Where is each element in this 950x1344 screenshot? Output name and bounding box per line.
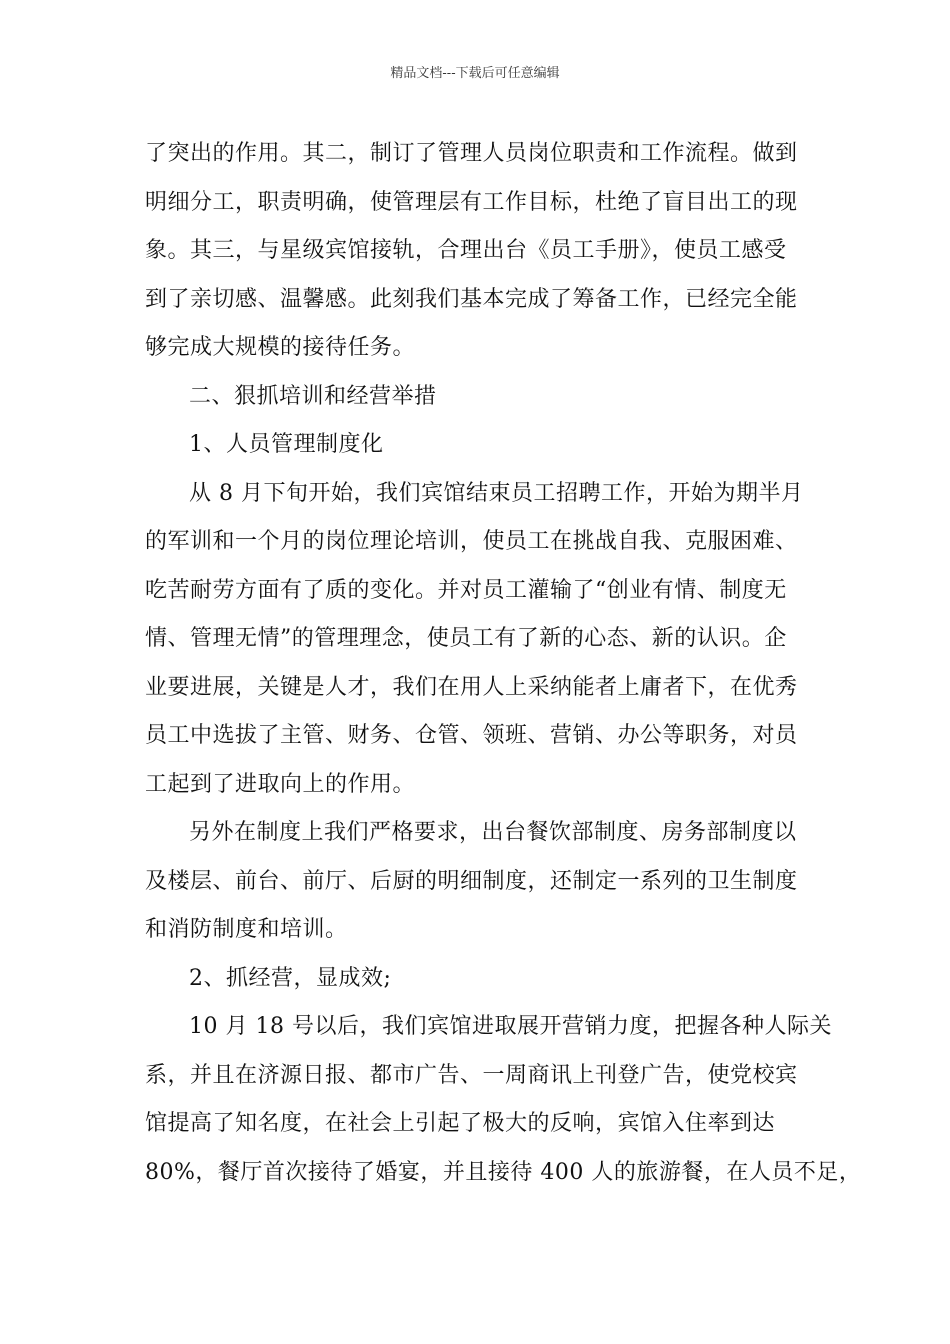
text-line: 工起到了进取向上的作用。 (145, 771, 416, 797)
text-line: 吃苦耐劳方面有了质的变化。并对员工灌输了“创业有情、制度无 (145, 577, 787, 603)
text-line: 象。其三，与星级宾馆接轨，合理出台《员工手册》，使员工感受 (145, 238, 787, 263)
text-line: 情、管理无情”的管理理念，使员工有了新的心态、新的认识。企 (145, 626, 787, 651)
text-line: 了突出的作用。其二，制订了管理人员岗位职责和工作流程。做到 (145, 141, 798, 166)
text-line: 明细分工，职责明确，使管理层有工作目标，杜绝了盲目出工的现 (145, 189, 798, 215)
text-line: 从 8 月下旬开始，我们宾馆结束员工招聘工作，开始为期半月 (189, 480, 804, 506)
text-line: 10 月 18 号以后，我们宾馆进取展开营销力度，把握各种人际关 (189, 1014, 832, 1039)
text-line: 到了亲切感、温馨感。此刻我们基本完成了筹备工作，已经完全能 (145, 286, 798, 312)
text-line: 和消防制度和培训。 (145, 917, 348, 942)
text-line: 馆提高了知名度，在社会上引起了极大的反响，宾馆入住率到达 (145, 1111, 776, 1136)
subsection-heading: 1、人员管理制度化 (189, 432, 384, 457)
text-line: 业要进展，关键是人才，我们在用人上采纳能者上庸者下，在优秀 (145, 674, 798, 700)
text-line: 员工中选拔了主管、财务、仓管、领班、营销、办公等职务，对员 (145, 723, 798, 748)
section-heading: 二、狠抓培训和经营举措 (189, 383, 437, 409)
text-line: 另外在制度上我们严格要求，出台餐饮部制度、房务部制度以 (189, 820, 797, 845)
body-text (145, 130, 862, 1197)
text-line: 及楼层、前台、前厅、后厨的明细制度，还制定一系列的卫生制度 (145, 868, 798, 894)
subsection-heading: 2、抓经营，显成效; (189, 965, 392, 991)
text-line: 系，并且在济源日报、都市广告、一周商讯上刊登广告，使党校宾 (145, 1062, 798, 1088)
text-line: 的军训和一个月的岗位理论培训，使员工在挑战自我、克服困难、 (145, 529, 798, 554)
text-line: 够完成大规模的接待任务。 (145, 335, 416, 360)
text-line: 80%，餐厅首次接待了婚宴，并且接待 400 人的旅游餐，在人员不足， (145, 1159, 862, 1185)
page-header: 精品文档---下载后可任意编辑 (390, 66, 560, 81)
